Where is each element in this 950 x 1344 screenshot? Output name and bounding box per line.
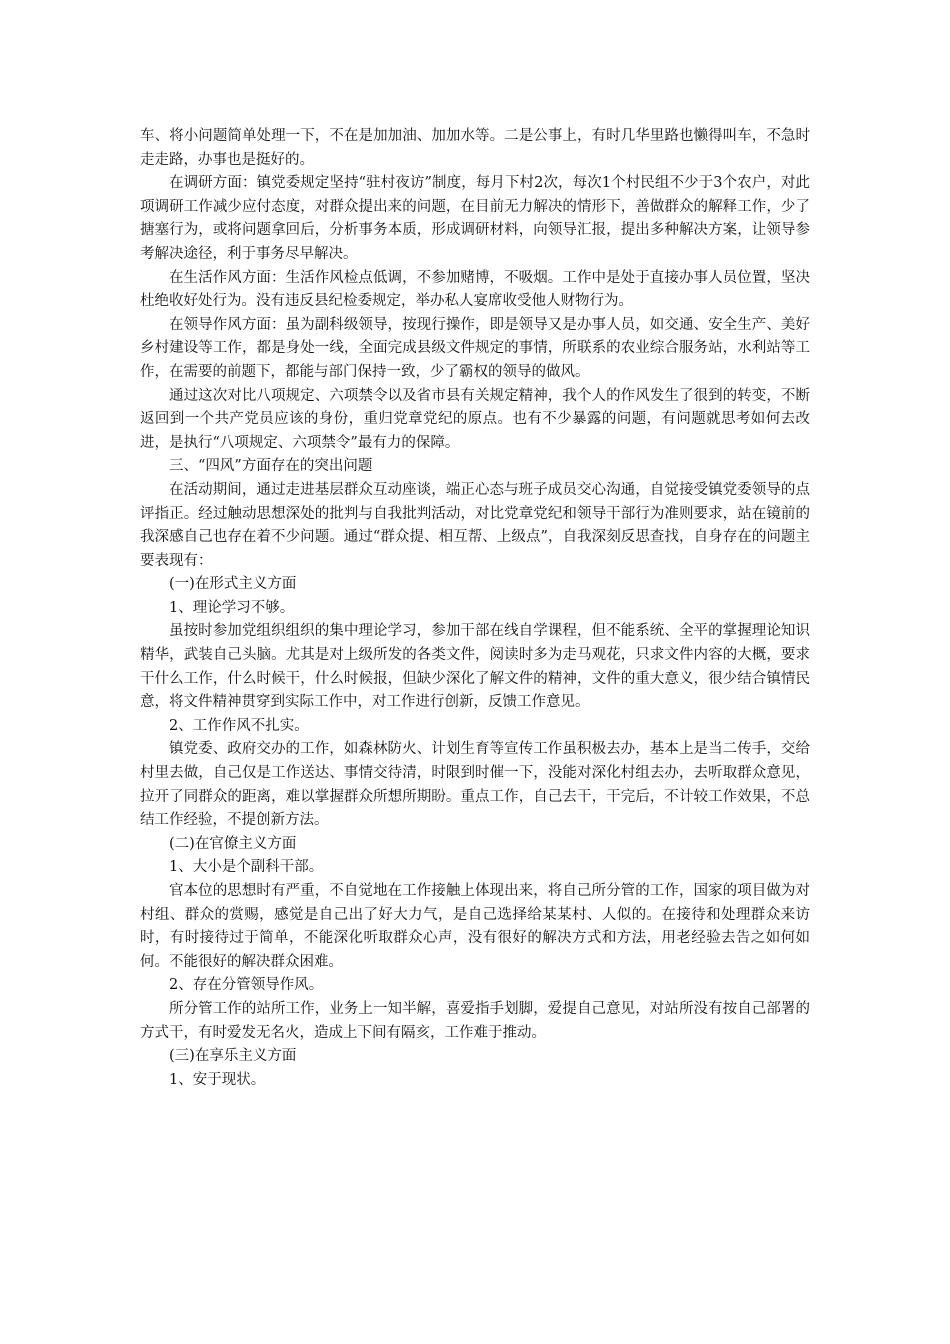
paragraph: 在活动期间，通过走进基层群众互动座谈，端正心态与班子成员交心沟通，自觉接受镇党委领导的点评指正。经过触动思想深处的批判与自我批判活动，对比党章党纪和领导干部行为准则要求，站在镜前的我深感自己也存在着不少问题。通过“群众提、相互帮、上级点”，自我深刻反思查找，自身存在的问题主要表现有： [140, 481, 810, 569]
paragraph: 虽按时参加党组织组织的集中理论学习，参加干部在线自学课程，但不能系统、全平的掌握理论知识精华，武装自己头脑。尤其是对上级所发的各类文件，阅读时多为走马观花，只求文件内容的大概，要求干什么工作，什么时候干，什么时候报，但缺少深化了解文件的精神，文件的重大意义，很少结合镇情民意，将文件精神贯穿到实际工作中，对工作进行创新，反馈工作意见。 [140, 623, 810, 711]
paragraph: 在生活作风方面：生活作风检点低调，不参加赌博，不吸烟。工作中是处于直接办事人员位置，坚决杜绝收好处行为。没有违反县纪检委规定，举办私人宴席收受他人财物行为。 [140, 269, 810, 310]
section-heading: 三、“四风”方面存在的突出问题 [169, 458, 373, 475]
item-heading: 2、工作作风不扎实。 [169, 717, 309, 734]
subsection-heading: (三)在享乐主义方面 [169, 1048, 297, 1065]
document-page [140, 125, 810, 1092]
paragraph: 通过这次对比八项规定、六项禁令以及省市县有关规定精神，我个人的作风发生了很到的转变，不断返回到一个共产党员应该的身份，重归党章党纪的原点。也有不少暴露的问题，有问题就思考如何去改进，是执行“八项规定、六项禁令”最有力的保障。 [140, 387, 810, 451]
subsection-heading: (一)在形式主义方面 [169, 576, 297, 593]
paragraph: 镇党委、政府交办的工作，如森林防火、计划生育等宣传工作虽积极去办，基本上是当二传手，交给村里去做，自己仅是工作送达、事情交待清，时限到时催一下，没能对深化村组去办，去听取群众意见，拉开了同群众的距离，难以掌握群众所想所期盼。重点工作，自己去干，干完后，不计较工作效果，不总结工作经验，不提创新方法。 [140, 741, 810, 829]
paragraph: 车、将小问题简单处理一下，不在是加加油、加加水等。二是公事上，有时几华里路也懒得叫车，不急时走走路，办事也是挺好的。 [140, 128, 810, 168]
item-heading: 2、存在分管领导作风。 [169, 977, 324, 994]
item-heading: 1、安于现状。 [169, 1071, 266, 1088]
paragraph: 在领导作风方面：虽为副科级领导，按现行操作，即是领导又是办事人员，如交通、安全生产、美好乡村建设等工作，都是身处一线，全面完成县级文件规定的事情，所联系的农业综合服务站，水利站等工作，在需要的前题下，都能与部门保持一致，少了霸权的领导的做风。 [140, 316, 810, 380]
paragraph: 在调研方面：镇党委规定坚持“驻村夜访”制度，每月下村2次，每次1个村民组不少于3个农户，对此项调研工作减少应付态度，对群众提出来的问题，在目前无力解决的情形下，善做群众的解释工作，少了搪塞行为，或将问题拿回后，分析事务本质，形成调研材料，向领导汇报，提出多种解决方案，让领导参考解决途径，利于事务尽早解决。 [140, 175, 810, 262]
subsection-heading: (二)在官僚主义方面 [169, 835, 297, 852]
item-heading: 1、理论学习不够。 [169, 599, 295, 616]
paragraph: 官本位的思想时有严重，不自觉地在工作接触上体现出来，将自己所分管的工作，国家的项目做为对村组、群众的赏赐，感觉是自己出了好大力气，是自己选择给某某村、人似的。在接待和处理群众来访时，有时接待过于简单，不能深化听取群众心声，没有很好的解决方式和方法，用老经验去告之如何如何。不能很好的解决群众困难。 [140, 883, 810, 970]
item-heading: 1、大小是个副科干部。 [169, 859, 324, 876]
paragraph: 所分管工作的站所工作，业务上一知半解，喜爱指手划脚，爱提自己意见，对站所没有按自己部署的方式干，有时爱发无名火，造成上下间有隔亥，工作难于推动。 [140, 1000, 810, 1041]
